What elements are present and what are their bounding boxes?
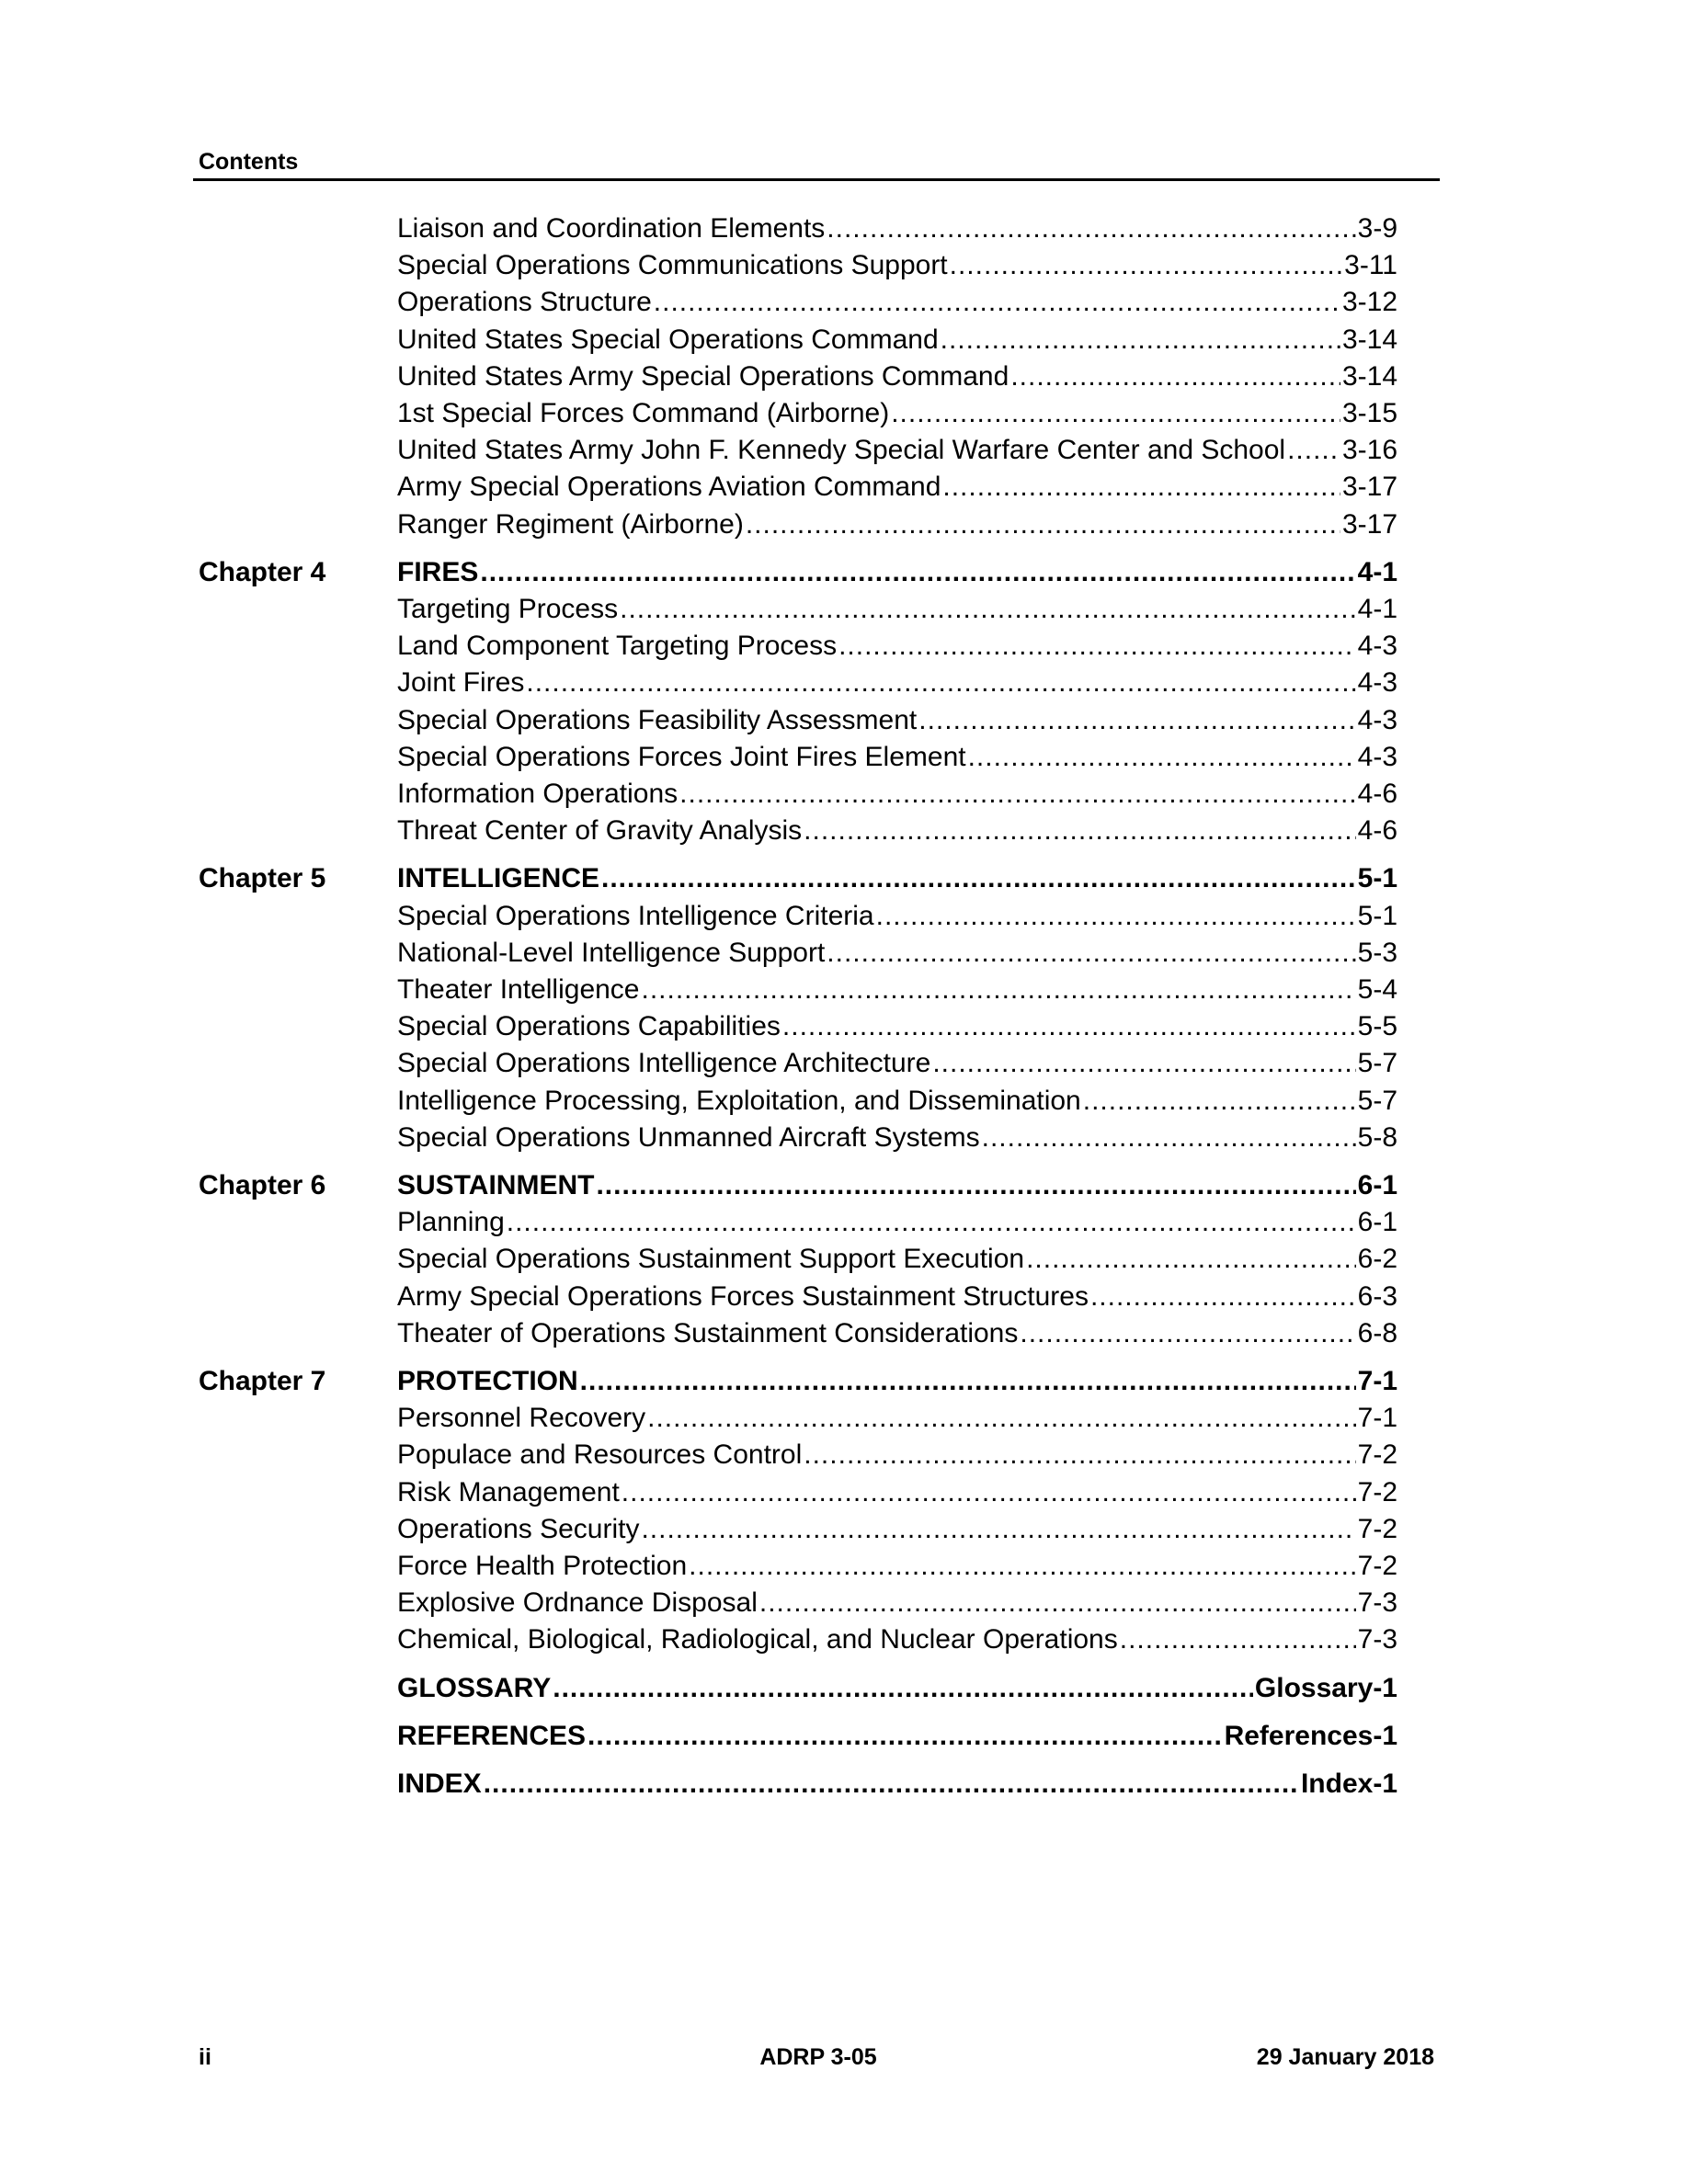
toc-entry-page: 4-6 [1357,815,1397,847]
toc-entry-title: Land Component Targeting Process [397,631,838,662]
toc-entry-title: United States Army John F. Kennedy Special Warfare Center and School [397,435,1286,466]
toc-entry-title: Information Operations [397,779,679,809]
toc-entry-title: Force Health Protection [397,1551,688,1581]
dot-leader [804,1437,1355,1473]
toc-entry-title: Theater of Operations Sustainment Considerations [397,1317,1019,1348]
toc-entry-page: 6-3 [1357,1280,1397,1312]
dot-leader [620,591,1356,628]
toc-entry-page: 5-4 [1357,974,1397,1005]
toc-entry-page: 4-3 [1357,741,1397,772]
toc-entry-page: 3-9 [1357,213,1397,244]
toc-entry[interactable] [397,1766,1397,1803]
toc-entry[interactable] [397,628,1397,665]
dot-leader [941,322,1340,358]
toc-entry-title: Operations Structure [397,287,652,318]
toc-entry[interactable] [397,247,1397,284]
footer-date: 29 January 2018 [1256,2044,1434,2070]
toc-entry-page: References-1 [1224,1720,1397,1751]
toc-entry[interactable] [397,1437,1397,1473]
toc-entry-title: Special Operations Forces Joint Fires Element [397,741,966,772]
toc-entry[interactable] [397,1585,1397,1621]
dot-leader [596,1167,1355,1204]
toc-entry[interactable] [397,935,1397,972]
dot-leader [1090,1279,1356,1315]
dot-leader [484,1766,1299,1803]
toc-entry[interactable] [397,665,1397,701]
dot-leader [804,813,1355,849]
toc-entry[interactable] [397,284,1397,321]
toc-entry-page: 5-8 [1357,1121,1397,1153]
chapter-label: Chapter 6 [199,1170,326,1200]
toc-entry[interactable] [397,813,1397,849]
toc-entry-title: Joint Fires [397,667,525,699]
toc-entry-page: 7-1 [1357,1366,1397,1396]
toc-entry[interactable] [397,432,1397,469]
toc-entry[interactable] [397,972,1397,1008]
toc-entry-page: 7-1 [1357,1403,1397,1434]
dot-leader [480,554,1355,591]
toc-entry-page: 5-3 [1357,937,1397,968]
toc-entry-page: 7-2 [1357,1439,1397,1471]
toc-entry[interactable] [397,898,1397,935]
dot-leader [942,469,1340,506]
toc-entry[interactable] [397,1008,1397,1045]
toc-entry-title: Personnel Recovery [397,1403,646,1434]
toc-entry-title: SUSTAINMENT [397,1170,595,1200]
toc-entry-title: REFERENCES [397,1720,587,1751]
dot-leader [507,1204,1356,1241]
toc-entry[interactable] [397,1474,1397,1511]
chapter-label: Chapter 4 [199,556,326,587]
toc-entry-page: 6-1 [1357,1170,1397,1200]
dot-leader [642,972,1356,1008]
toc-entry-title: Populace and Resources Control [397,1439,803,1471]
toc-entry-title: Special Operations Unmanned Aircraft Systems [397,1121,980,1153]
toc-entry-title: FIRES [397,556,479,587]
toc-entry-page: 5-7 [1357,1048,1397,1079]
dot-leader [553,1670,1253,1707]
dot-leader [689,1548,1355,1585]
dot-leader [647,1400,1356,1437]
toc-entry-page: 4-1 [1357,556,1397,587]
toc-entry-title: Planning [397,1207,505,1238]
toc-entry[interactable] [397,860,1397,897]
toc-entry-title: GLOSSARY [397,1672,552,1703]
toc-entry[interactable] [397,1279,1397,1315]
header-rule [193,178,1440,181]
toc-entry-page: 7-2 [1357,1551,1397,1581]
toc-entry-title: Liaison and Coordination Elements [397,213,826,244]
toc-entry-page: 3-14 [1341,324,1397,355]
dot-leader [827,210,1355,247]
dot-leader [526,665,1355,701]
toc-entry[interactable] [397,1204,1397,1241]
toc-entry-page: Index-1 [1300,1769,1397,1799]
toc-entry[interactable] [397,1120,1397,1156]
dot-leader [641,1511,1355,1548]
dot-leader [679,776,1355,813]
chapter-label: Chapter 5 [199,863,326,894]
dot-leader [622,1474,1356,1511]
toc-entry-page: 7-3 [1357,1624,1397,1655]
toc-entry-title: Risk Management [397,1476,620,1507]
toc-entry[interactable] [397,1511,1397,1548]
toc-entry[interactable] [397,395,1397,432]
toc-entry-page: 3-12 [1341,287,1397,318]
toc-entry-page: 3-15 [1341,398,1397,428]
dot-leader [1026,1241,1356,1278]
toc-entry-page: 4-3 [1357,667,1397,699]
toc-entry[interactable] [397,322,1397,358]
toc-entry[interactable] [397,1315,1397,1352]
toc-entry-page: 3-16 [1341,435,1397,466]
toc-entry[interactable] [397,1548,1397,1585]
toc-entry-page: 6-8 [1357,1317,1397,1348]
toc-entry[interactable] [397,1718,1397,1755]
toc-entry-title: National-Level Intelligence Support [397,937,826,968]
dot-leader [601,860,1356,897]
toc-entry-page: 4-3 [1357,704,1397,735]
toc-entry-title: Operations Security [397,1513,640,1544]
dot-leader [918,702,1355,739]
toc-entry-page: 3-17 [1341,508,1397,540]
toc-entry-title: Ranger Regiment (Airborne) [397,508,744,540]
toc-entry-page: 3-11 [1344,250,1397,281]
chapter-label: Chapter 7 [199,1366,326,1396]
toc-entry[interactable] [397,1670,1397,1707]
toc-entry[interactable] [397,591,1397,628]
footer-page-number: ii [199,2044,211,2070]
dot-leader [1020,1315,1355,1352]
toc-entry-page: 6-1 [1357,1207,1397,1238]
toc-entry-title: United States Special Operations Command [397,324,939,355]
dot-leader [587,1718,1223,1755]
toc-entry-page: 5-1 [1357,863,1397,894]
toc-entry-title: Special Operations Sustainment Support Execution [397,1244,1025,1275]
toc-entry-title: Chemical, Biological, Radiological, and Nuclear Operations [397,1624,1118,1655]
toc-entry-title: INTELLIGENCE [397,863,600,894]
toc-entry[interactable] [397,1045,1397,1082]
toc-entry-title: United States Army Special Operations Command [397,360,1009,392]
toc-entry-title: Army Special Operations Aviation Command [397,472,941,503]
toc-entry[interactable] [397,554,1397,591]
toc-entry[interactable] [397,776,1397,813]
toc-entry[interactable] [397,358,1397,395]
dot-leader [1010,358,1340,395]
toc-entry-page: 5-1 [1357,900,1397,931]
toc-entry[interactable] [397,739,1397,776]
toc-entry-page: 5-7 [1357,1085,1397,1116]
toc-entry[interactable] [397,469,1397,506]
toc-entry-title: Special Operations Capabilities [397,1011,781,1042]
dot-leader [932,1045,1355,1082]
dot-leader [1287,432,1340,469]
toc-entry-title: Special Operations Intelligence Architecture [397,1048,931,1079]
toc-entry-title: Threat Center of Gravity Analysis [397,815,803,847]
toc-entry-page: Glossary-1 [1254,1672,1397,1703]
toc-entry-page: 7-3 [1357,1587,1397,1619]
toc-entry-page: 3-14 [1341,360,1397,392]
toc-entry-title: Intelligence Processing, Exploitation, and Dissemination [397,1085,1081,1116]
toc-entry-title: Special Operations Feasibility Assessment [397,704,918,735]
toc-entry-page: 5-5 [1357,1011,1397,1042]
toc-entry-title: 1st Special Forces Command (Airborne) [397,398,890,428]
toc-entry-title: Special Operations Intelligence Criteria [397,900,874,931]
footer-publication: ADRP 3-05 [759,2044,877,2070]
dot-leader [827,935,1355,972]
dot-leader [876,898,1356,935]
dot-leader [580,1363,1356,1400]
dot-leader [891,395,1340,432]
toc-entry-title: INDEX [397,1769,482,1799]
dot-leader [968,739,1356,776]
toc-entry-page: 7-2 [1357,1513,1397,1544]
toc-entry[interactable] [397,1167,1397,1204]
toc-entry-title: Explosive Ordnance Disposal [397,1587,758,1619]
toc-entry[interactable] [397,506,1397,543]
toc-entry[interactable] [397,1083,1397,1120]
dot-leader [982,1120,1356,1156]
toc-entry[interactable] [397,1621,1397,1658]
dot-leader [950,247,1343,284]
toc-entry-title: Special Operations Communications Support [397,250,948,281]
dot-leader [1120,1621,1356,1658]
dot-leader [759,1585,1356,1621]
dot-leader [746,506,1340,543]
dot-leader [654,284,1340,321]
dot-leader [1083,1083,1356,1120]
toc-entry-page: 3-17 [1341,472,1397,503]
toc-entry-page: 4-6 [1357,779,1397,809]
dot-leader [838,628,1356,665]
toc-entry-title: Army Special Operations Forces Sustainment Structures [397,1280,1089,1312]
toc-entry-page: 7-2 [1357,1476,1397,1507]
toc-entry[interactable] [397,1400,1397,1437]
toc-entry-title: Theater Intelligence [397,974,640,1005]
toc-entry-title: Targeting Process [397,594,619,624]
dot-leader [782,1008,1356,1045]
toc-entry-page: 4-3 [1357,631,1397,662]
toc-entry-page: 6-2 [1357,1244,1397,1275]
running-header-title: Contents [199,149,299,175]
toc-entry-page: 4-1 [1357,594,1397,624]
toc-entry[interactable] [397,702,1397,739]
toc-entry[interactable] [397,1241,1397,1278]
toc-entry-title: PROTECTION [397,1366,578,1396]
toc-entry[interactable] [397,1363,1397,1400]
toc-entry[interactable] [397,210,1397,247]
